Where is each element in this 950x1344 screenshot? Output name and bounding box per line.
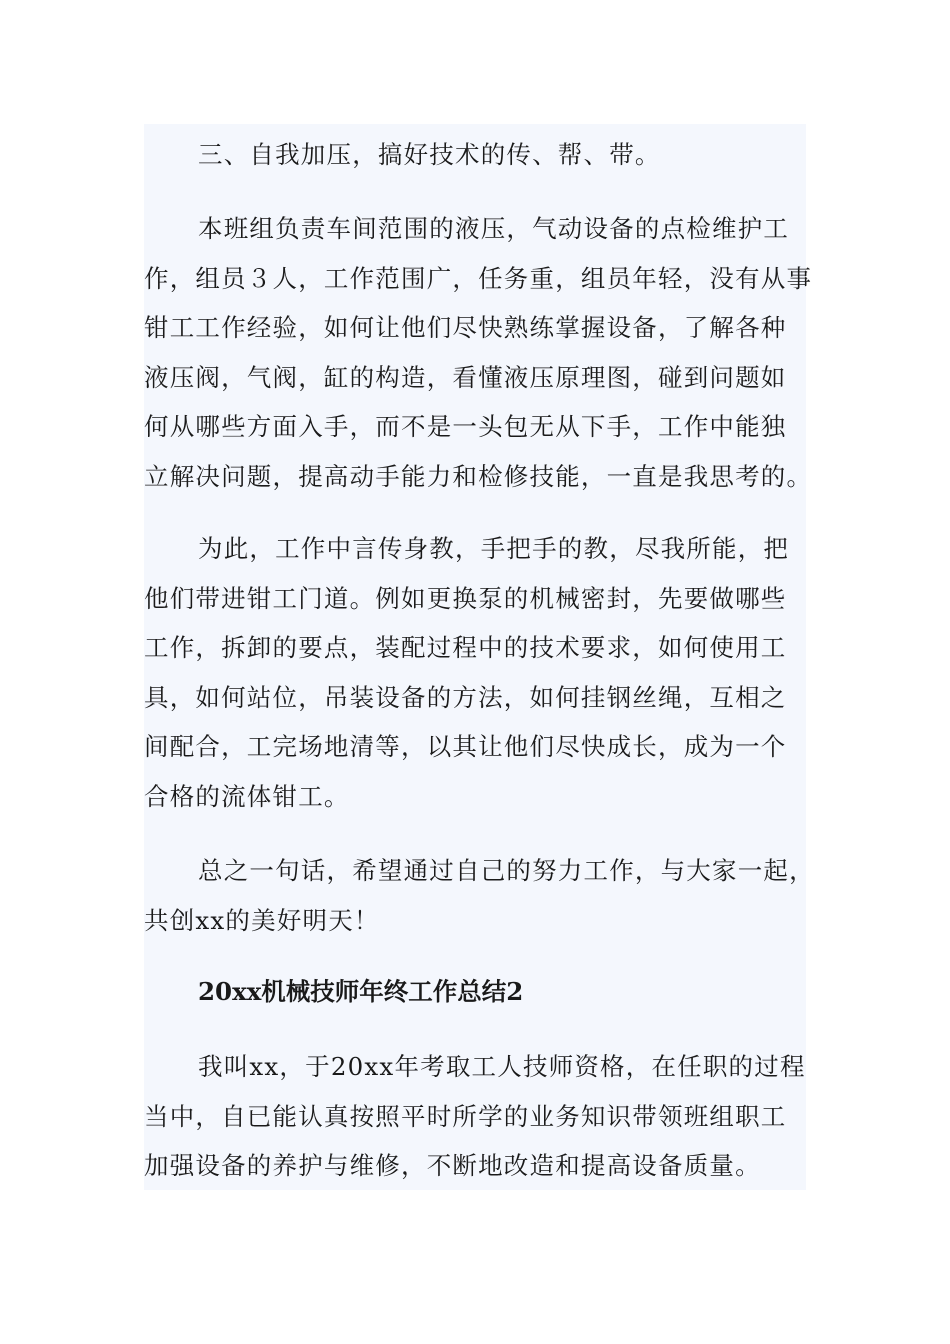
text-line: 合格的流体钳工。 <box>144 781 350 811</box>
section-heading <box>198 130 661 180</box>
text-line: 立解决问题，提高动手能力和检修技能，一直是我思考的。 <box>144 461 813 491</box>
text-line: 总之一句话，希望通过自己的努力工作，与大家一起， <box>198 856 815 885</box>
text-line: 钳工工作经验，如何让他们尽快熟练掌握设备，了解各种 <box>144 313 787 343</box>
text-line: 他们带进钳工门道。例如更换泵的机械密封，先要做哪些 <box>144 583 787 613</box>
text-line: 加强设备的养护与维修，不断地改造和提高设备质量。 <box>144 1151 761 1181</box>
paragraph <box>144 1042 806 1191</box>
paragraph <box>144 524 789 822</box>
text-line: 间配合，工完场地清等，以其让他们尽快成长，成为一个 <box>144 732 787 762</box>
text-line: 为此，工作中言传身教，手把手的教，尽我所能，把 <box>198 534 790 563</box>
text-line: 液压阀，气阀，缸的构造，看懂液压原理图，碰到问题如 <box>144 362 787 392</box>
summary-title: 20xx机械技师年终工作总结2 <box>198 977 524 1006</box>
text-line: 作，组员３人，工作范围广，任务重，组员年轻，没有从事 <box>144 263 813 293</box>
text-line: 共创xx的美好明天！ <box>144 905 380 935</box>
text-line: 当中，自已能认真按照平时所学的业务知识带领班组职工 <box>144 1101 787 1131</box>
text-line: 我叫xx，于20xx年考取工人技师资格，在任职的过程 <box>198 1052 806 1081</box>
document-text-block <box>144 124 815 1190</box>
text-line: 工作，拆卸的要点，装配过程中的技术要求，如何使用工 <box>144 633 787 663</box>
text-line: 何从哪些方面入手，而不是一头包无从下手，工作中能独 <box>144 412 787 442</box>
text-line: 本班组负责车间范围的液压，气动设备的点检维护工 <box>198 214 790 243</box>
text-line: 三、自我加压，搞好技术的传、帮、带。 <box>198 140 661 169</box>
text-line: 具，如何站位，吊装设备的方法，如何挂钢丝绳，互相之 <box>144 682 787 712</box>
paragraph <box>144 204 812 502</box>
paragraph <box>144 846 815 945</box>
